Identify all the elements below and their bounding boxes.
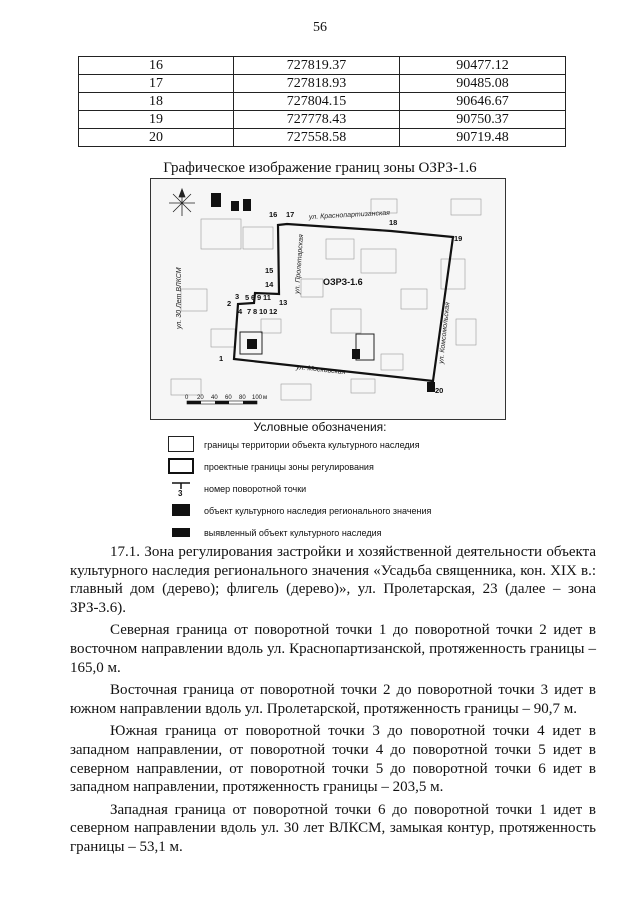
legend-label: проектные границы зоны регулирования [204, 462, 374, 472]
street-label: ул. 30 Лет ВЛКСМ [176, 267, 183, 329]
zone-boundary [234, 224, 453, 381]
scale-tick-label: 40 [211, 395, 218, 401]
building-block [231, 201, 239, 211]
point-label: 16 [269, 210, 278, 219]
point-label: 2 [227, 299, 232, 308]
turning-point-symbol-number: 3 [178, 489, 183, 496]
point-label: 9 [257, 293, 262, 302]
point-label: 13 [279, 298, 288, 307]
legend-item [168, 524, 508, 544]
point-number-cell: 20 [79, 129, 234, 147]
legend-label: границы территории объекта культурного наследия [204, 440, 420, 450]
point-label: 4 [238, 307, 243, 316]
scale-tick-label: 80 [239, 395, 246, 401]
point-label: 7 [247, 307, 252, 316]
scale-tick-label: 100 [252, 395, 263, 401]
point-number-cell: 17 [79, 75, 234, 93]
x-coordinate-cell: 727778.43 [234, 111, 400, 129]
table-row [79, 93, 566, 111]
paragraph: Северная граница от поворотной точки 1 до поворотной точки 2 идет в восточном направлении вдоль ул. Краснопартизанской, протяженность границы – 165,0 м. [70, 622, 596, 676]
heritage-territory-symbol [168, 436, 194, 452]
scale-unit-label: м [263, 395, 268, 401]
figure-caption: Графическое изображение границ зоны ОЗРЗ-1.6 [163, 160, 477, 176]
paragraph: Западная граница от поворотной точки 6 до поворотной точки 1 идет в северном направлении вдоль ул. 30 лет ВЛКСМ, замыкая контур, протяженность границы – 53,1 м. [70, 801, 596, 855]
regional-heritage-object-symbol [168, 502, 194, 518]
y-coordinate-cell: 90750.37 [400, 111, 566, 129]
zone-map [150, 178, 506, 420]
legend-title: Условные обозначения: [253, 420, 387, 434]
street-label: ул. Комсомольская [438, 301, 452, 365]
street-label: ул. Пролетарская [294, 234, 306, 295]
y-coordinate-cell: 90646.67 [400, 93, 566, 111]
building-block [211, 193, 221, 207]
point-number-cell: 19 [79, 111, 234, 129]
point-label: 5 [245, 293, 250, 302]
legend-item [168, 480, 508, 500]
paragraph: 17.1. Зона регулирования застройки и хозяйственной деятельности объекта культурного наследия регионального значения «Усадьба священника, кон. XIX в.: главный дом (дерево); флигель (дерево)», ул. Пролетарская, 23 (далее – зона ЗРЗ-3.6). [70, 544, 596, 616]
scale-tick-label: 0 [185, 395, 189, 401]
point-label: 10 [259, 307, 268, 316]
street-label: ул. Краснопартизанская [308, 209, 391, 221]
y-coordinate-cell: 90485.08 [400, 75, 566, 93]
point-label: 17 [286, 210, 295, 219]
x-coordinate-cell: 727819.37 [234, 57, 400, 75]
body-text [70, 543, 596, 861]
point-label: 12 [269, 307, 278, 316]
legend-label: номер поворотной точки [204, 484, 307, 494]
point-label: 15 [265, 266, 274, 275]
x-coordinate-cell: 727804.15 [234, 93, 400, 111]
point-label: 11 [263, 293, 271, 302]
table-row [79, 111, 566, 129]
point-label: 20 [435, 386, 444, 395]
heritage-object [247, 339, 257, 349]
table-row [79, 75, 566, 93]
paragraph: Восточная граница от поворотной точки 2 до поворотной точки 3 идет в южном направлении вдоль ул. Пролетарской, протяженность границы – 90,7 м. [70, 682, 596, 717]
point-number-cell: 18 [79, 93, 234, 111]
zone-label: ОЗРЗ-1.6 [323, 277, 363, 287]
point-label: 3 [235, 292, 240, 301]
paragraph: Южная граница от поворотной точки 3 до поворотной точки 4 идет в западном направлении, от поворотной точки 4 до поворотной точки 5 идет в северном направлении, от поворотной точки 5 до поворотной точки 6 идет в западном направлении, протяженность границы – 203,5 м. [70, 723, 596, 796]
legend-item [168, 436, 508, 456]
legend-item [168, 502, 508, 522]
legend-label: объект культурного наследия регионального значения [204, 506, 432, 516]
identified-heritage-object-symbol [168, 524, 194, 540]
heritage-object [352, 349, 360, 359]
point-label: 8 [253, 307, 258, 316]
scale-tick-label: 20 [197, 395, 204, 401]
page-number: 56 [313, 20, 327, 35]
street-label: ул. Московская [295, 364, 346, 377]
building-block [243, 199, 251, 211]
legend-item [168, 458, 508, 478]
scale-tick-label: 60 [225, 395, 232, 401]
point-label: 6 [251, 293, 256, 302]
point-label: 1 [219, 354, 224, 363]
table-row [79, 57, 566, 75]
turning-point-symbol [168, 480, 194, 496]
x-coordinate-cell: 727818.93 [234, 75, 400, 93]
legend-label: выявленный объект культурного наследия [204, 528, 382, 538]
north-arrow-icon [169, 189, 195, 216]
coordinates-table [78, 56, 566, 147]
x-coordinate-cell: 727558.58 [234, 129, 400, 147]
y-coordinate-cell: 90719.48 [400, 129, 566, 147]
zone-boundary-symbol [168, 458, 194, 474]
heritage-object [427, 382, 435, 392]
table-row [79, 129, 566, 147]
point-label: 18 [389, 218, 398, 227]
point-label: 14 [265, 280, 274, 289]
point-number-cell: 16 [79, 57, 234, 75]
scale-bar [185, 395, 267, 404]
point-label: 19 [454, 234, 463, 243]
y-coordinate-cell: 90477.12 [400, 57, 566, 75]
